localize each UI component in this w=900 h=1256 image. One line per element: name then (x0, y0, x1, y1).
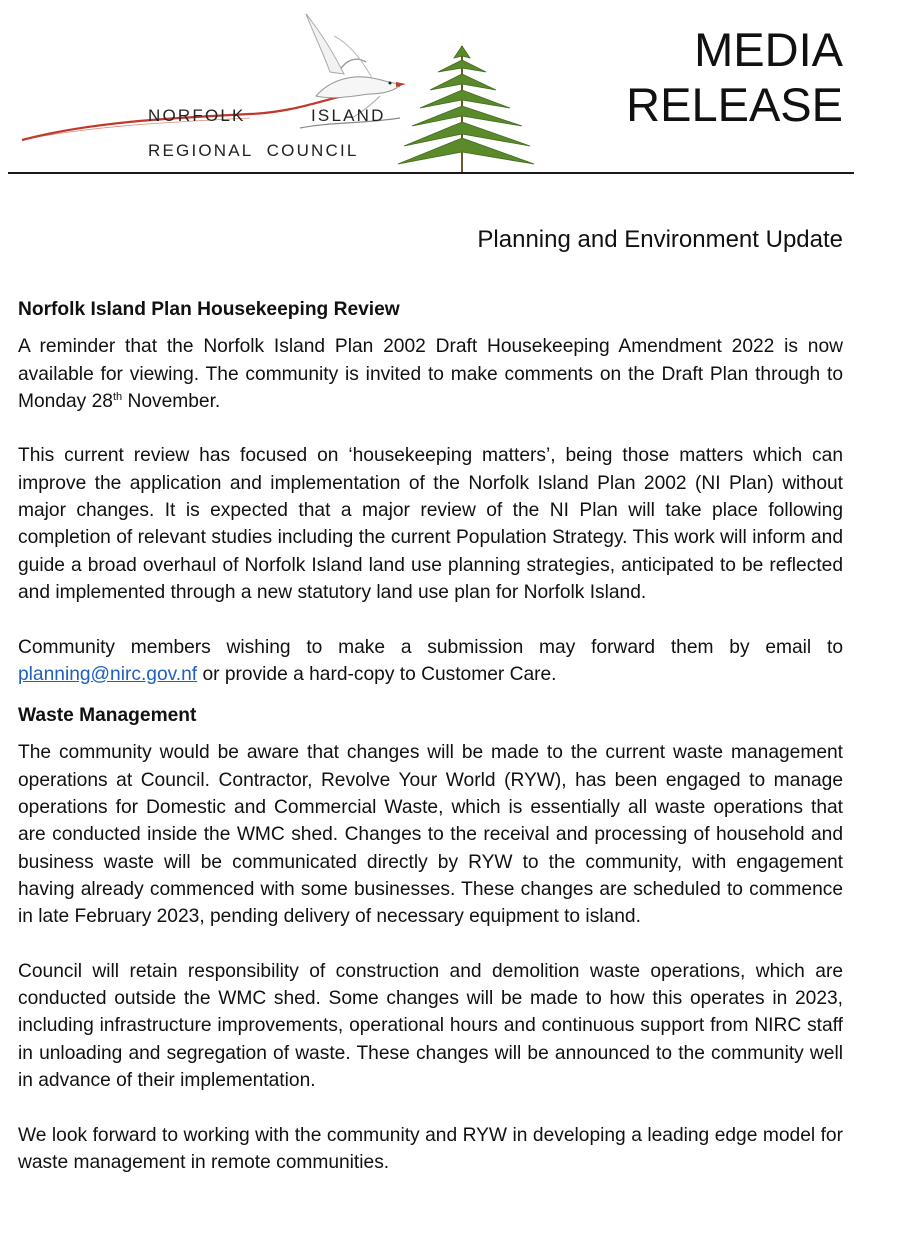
submission-text: Community members wishing to make a submission may forward them by email to (18, 636, 843, 658)
media-release-line1: MEDIA (694, 23, 843, 76)
logo-island-text: ISLAND (311, 106, 386, 125)
waste-paragraph-1: The community would be aware that changes will be made to the current waste management operations at Council. Contractor, Revolve Your World (RYW), has been engaged to manage operations for Domestic and Commercial Waste, which is essentially all waste operations that are conducted inside the WMC shed. Changes to the receival and processing of household and business waste will be communicated directly by RYW to the community, with engagement having already commenced with some businesses. These changes are scheduled to commence in late February 2023, pending delivery of necessary equipment to island. (18, 742, 843, 928)
planning-email-link[interactable]: planning@nirc.gov.nf (18, 663, 198, 685)
submission-text-end: or provide a hard-copy to Customer Care. (197, 663, 557, 685)
media-release-title (626, 22, 843, 132)
ordinal-suffix: th (112, 390, 123, 403)
housekeeping-p1-text: A reminder that the Norfolk Island Plan 2002 Draft Housekeeping Amendment 2022 is now available for viewing. The community is invited to make comments on the Draft Plan through to Monday 28 (18, 336, 843, 412)
waste-paragraph-3: We look forward to working with the community and RYW in developing a leading edge model for waste management in remote communities. (18, 1124, 843, 1173)
housekeeping-p1-end: November. (122, 390, 221, 412)
media-release-line2: RELEASE (626, 78, 843, 131)
housekeeping-heading: Norfolk Island Plan Housekeeping Review (18, 299, 400, 320)
housekeeping-paragraph-3 (18, 634, 843, 689)
housekeeping-paragraph-2: This current review has focused on ‘housekeeping matters’, being those matters which can improve the application and implementation of the Norfolk Island Plan 2002 (NI Plan) without major changes. It is expected that a major review of the NI Plan will take place following completion of relevant studies including the current Population Strategy. This work will inform and guide a broad overhaul of Norfolk Island land use planning strategies, anticipated to be reflected and implemented through a new statutory land use plan for Norfolk Island. (18, 445, 843, 603)
waste-paragraph-2: Council will retain responsibility of construction and demolition waste operations, which are conducted outside the WMC shed. Some changes will be made to how this operates in 2023, including infrastructure improvements, operational hours and continuous support from NIRC staff in unloading and segregation of waste. These changes will be announced to the community well in advance of their implementation. (18, 960, 843, 1092)
pine-tree-icon (398, 46, 534, 172)
logo-norfolk-text: NORFOLK (148, 106, 246, 125)
logo-regional-council-text: REGIONAL COUNCIL (148, 141, 359, 160)
waste-heading: Waste Management (18, 705, 197, 727)
header-divider (8, 172, 854, 174)
page-header (0, 0, 900, 180)
page-subtitle: Planning and Environment Update (477, 226, 843, 253)
release-body (18, 296, 843, 1176)
housekeeping-paragraph-1 (18, 333, 843, 415)
